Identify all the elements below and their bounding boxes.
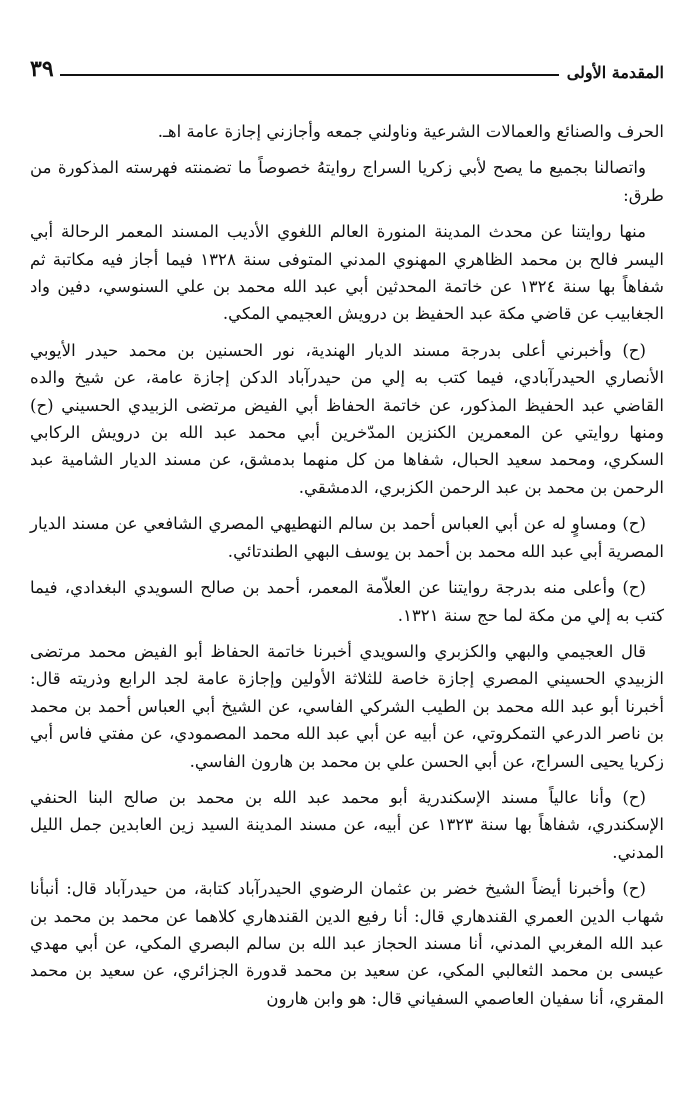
header-rule — [60, 74, 559, 76]
paragraph: (ح) وأخبرني أعلى بدرجة مسند الديار الهندية، نور الحسنين بن محمد حيدر الأيوبي الأنصاري الحيدرآبادي، فيما كتب به إلي من حيدرآباد الدكن إجازة عامة، عن شيخ والده القاضي عبد الحفيظ المذكور، عن خاتمة الحفاظ أبي الفيض مرتضى الزبيدي الحسيني (ح) ومنها روايتي عن المعمرين الكنزين المدّخرين أبي محمد عبد الله بن درويش الركابي السكري، ومحمد سعيد الحبال، شفاها من كل منهما بدمشق، عن مسند الديار الشامية عبد الرحمن بن محمد بن عبد الرحمن الكزبري، الدمشقي. — [30, 340, 664, 497]
page-header — [30, 52, 664, 82]
body-text — [30, 118, 664, 1012]
paragraph: الحرف والصنائع والعمالات الشرعية وناولني جمعه وأجازني إجازة عامة اهـ. — [157, 122, 664, 141]
paragraph: منها روايتنا عن محدث المدينة المنورة العالم اللغوي الأديب المسند المعمر الرحالة أبي اليسر فالح بن محمد الظاهري المهنوي المدني المتوفى سنة ١٣٢٨ فيما أجاز فيه مكاتبة ثم شفاهاً بها سنة ١٣٢٤ عن خاتمة المحدثين أبي عبد الله محمد بن علي السنوسي، دفين واد الجغابيب عن قاضي مكة عبد الحفيظ بن درويش العجيمي المكي. — [30, 222, 665, 324]
paragraph: (ح) وأعلى منه بدرجة روايتنا عن العلاّمة المعمر، أحمد بن صالح السويدي البغدادي، فيما كتب به إلي من مكة لما حج سنة ١٣٢١. — [30, 578, 664, 625]
paragraph: واتصالنا بجميع ما يصح لأبي زكريا السراج روايتهُ خصوصاً ما تضمنته فهرسته المذكورة من طرق: — [30, 158, 664, 205]
page-number: ٣٩ — [30, 56, 54, 82]
paragraph: قال العجيمي والبهي والكزبري والسويدي أخبرنا خاتمة الحفاظ أبو الفيض محمد مرتضى الزبيدي الحسيني المصري إجازة خاصة للثلاثة الأولين وإجازة عامة لجد الرابع وذريته قال: أخبرنا أبو عبد الله محمد بن الطيب الشركي الفاسي، عن الشيخ أبي العباس أحمد بن محمد بن ناصر الدرعي التمكروتي، عن أبيه عن أبي عبد الله محمد المصمودي، عن مفتي فاس أبي زكريا يحيى السراج، عن أبي الحسن علي بن محمد بن هارون الفاسي. — [30, 641, 664, 771]
paragraph: (ح) وأنا عالياً مسند الإسكندرية أبو محمد عبد الله بن محمد بن صالح البنا الحنفي الإسكندري، شفاهاً بها سنة ١٣٢٣ عن أبيه، عن مسند المدينة السيد زين العابدين جمل الليل المدني. — [30, 787, 665, 862]
paragraph: (ح) ومساوٍ له عن أبي العباس أحمد بن سالم النهطيهي المصري الشافعي عن مسند الديار المصرية أبي عبد الله محمد بن أحمد بن يوسف البهي الطندتائي. — [30, 514, 664, 561]
running-title: المقدمة الأولى — [566, 63, 664, 82]
paragraph: (ح) وأخبرنا أيضاً الشيخ خضر بن عثمان الرضوي الحيدرآباد كتابة، من حيدرآباد قال: أنبأنا شهاب الدين العمري القندهاري قال: أنا رفيع الدين القندهاري كلاهما عن محمد بن محمد بن عبد الله المغربي المدني، أنا مسند الحجاز عبد الله بن سالم البصري المكي، عن أبي مهدي عيسى بن محمد الثعالبي المكي، عن سعيد بن محمد قدورة الجزائري، عن سعيد بن محمد المقري، أنا سفيان العاصمي السفياني قال: هو وابن هارون — [30, 879, 664, 1008]
